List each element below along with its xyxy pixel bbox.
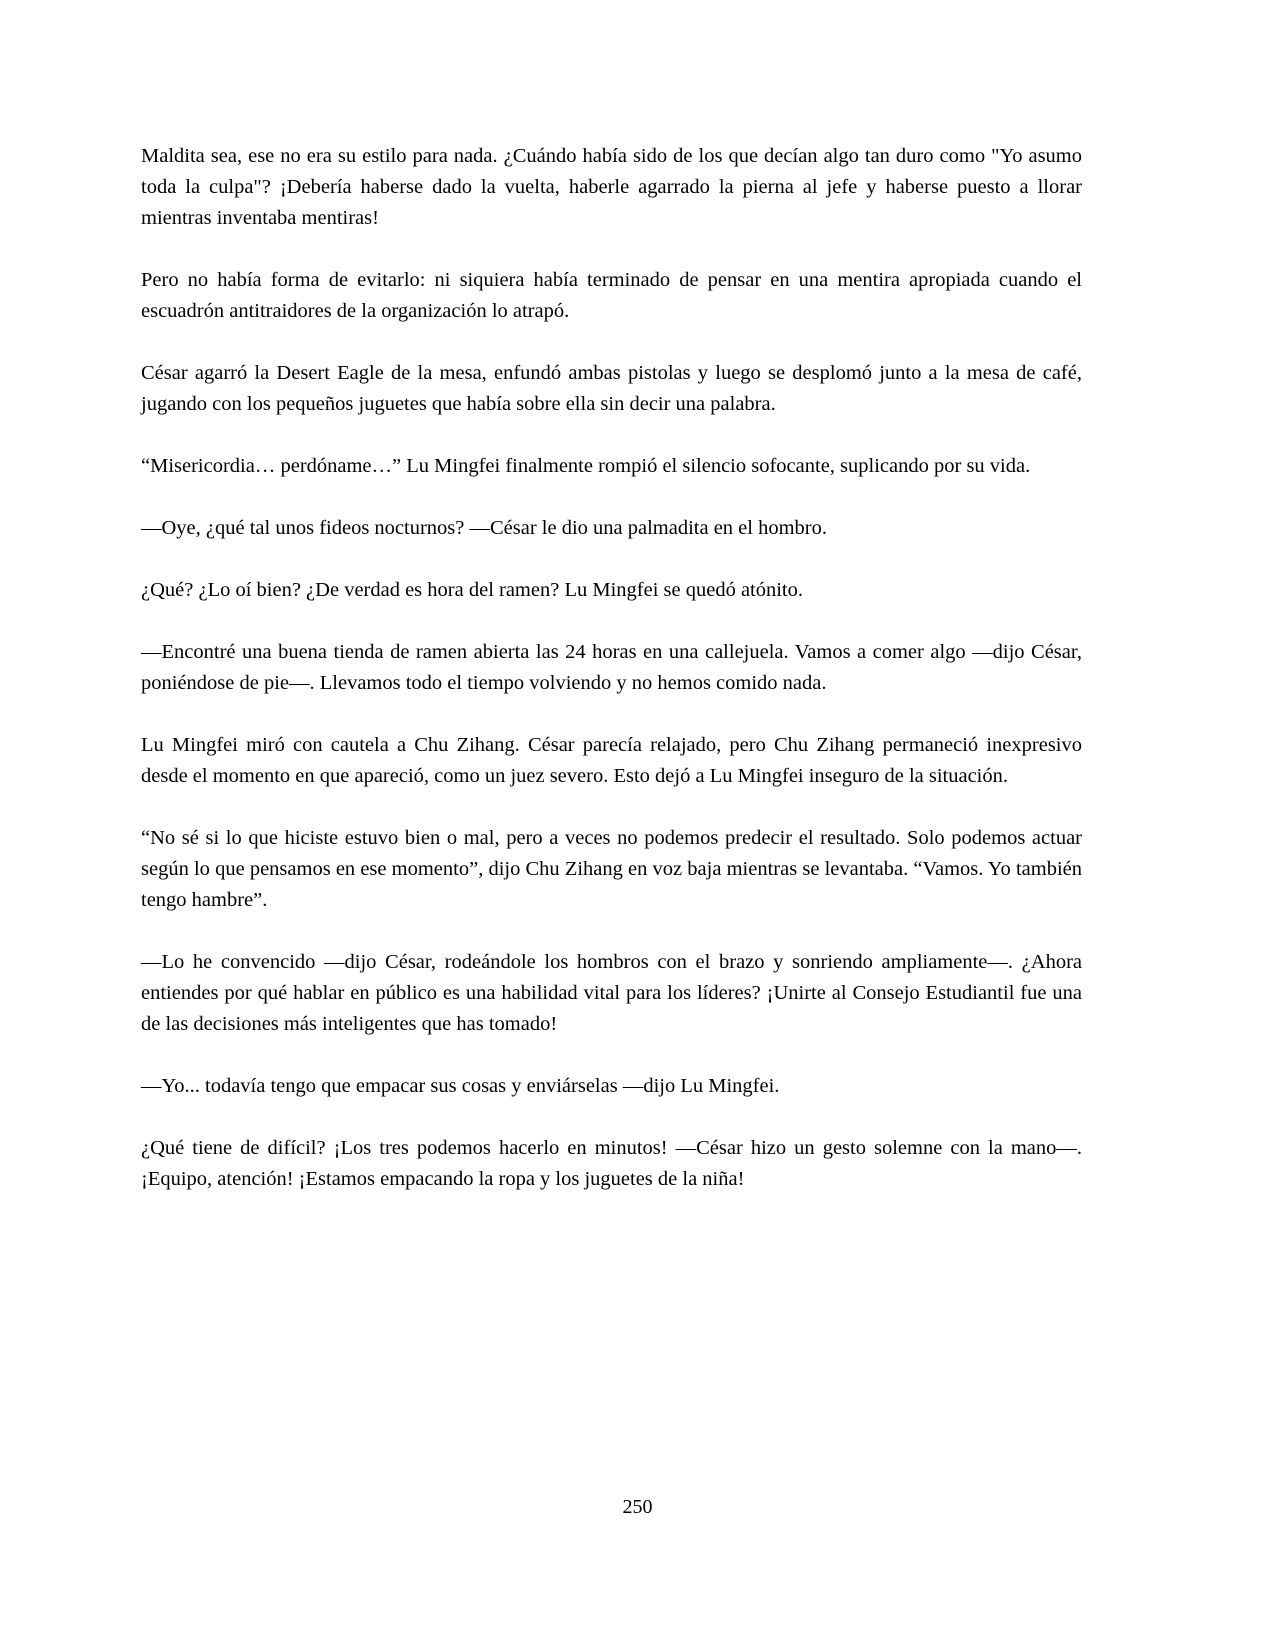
paragraph: “Misericordia… perdóname…” Lu Mingfei finalmente rompió el silencio sofocante, suplicando por su vida.: [141, 455, 1031, 477]
page-number: 250: [622, 1496, 653, 1518]
paragraph: —Yo... todavía tengo que empacar sus cosas y enviárselas —dijo Lu Mingfei.: [141, 1075, 780, 1097]
paragraph: —Lo he convencido —dijo César, rodeándole los hombros con el brazo y sonriendo ampliamente—. ¿Ahora entiendes por qué hablar en público es una habilidad vital para los líderes? ¡Unirte al Consejo Estudiantil fue una de las decisiones más inteligentes que has tomado!: [141, 951, 1082, 1035]
paragraph: ¿Qué? ¿Lo oí bien? ¿De verdad es hora del ramen? Lu Mingfei se quedó atónito.: [141, 579, 804, 601]
paragraph: —Encontré una buena tienda de ramen abierta las 24 horas en una callejuela. Vamos a comer algo —dijo César, poniéndose de pie—. Llevamos todo el tiempo volviendo y no hemos comido nada.: [141, 641, 1082, 694]
paragraph: —Oye, ¿qué tal unos fideos nocturnos? —César le dio una palmadita en el hombro.: [141, 517, 827, 539]
paragraph: “No sé si lo que hiciste estuvo bien o mal, pero a veces no podemos predecir el resultado. Solo podemos actuar según lo que pensamos en ese momento”, dijo Chu Zihang en voz baja mientras se levantaba. “Vamos. Yo también tengo hambre”.: [141, 827, 1082, 911]
paragraph: Lu Mingfei miró con cautela a Chu Zihang. César parecía relajado, pero Chu Zihang permaneció inexpresivo desde el momento en que apareció, como un juez severo. Esto dejó a Lu Mingfei inseguro de la situación.: [141, 734, 1082, 787]
paragraph: Pero no había forma de evitarlo: ni siquiera había terminado de pensar en una mentira apropiada cuando el escuadrón antitraidores de la organización lo atrapó.: [141, 269, 1082, 322]
page-content: [141, 141, 1082, 1195]
paragraph: César agarró la Desert Eagle de la mesa, enfundó ambas pistolas y luego se desplomó junto a la mesa de café, jugando con los pequeños juguetes que había sobre ella sin decir una palabra.: [141, 362, 1082, 415]
paragraph: ¿Qué tiene de difícil? ¡Los tres podemos hacerlo en minutos! —César hizo un gesto solemne con la mano—. ¡Equipo, atención! ¡Estamos empacando la ropa y los juguetes de la niña!: [141, 1137, 1082, 1190]
paragraph: Maldita sea, ese no era su estilo para nada. ¿Cuándo había sido de los que decían algo tan duro como "Yo asumo toda la culpa"? ¡Debería haberse dado la vuelta, haberle agarrado la pierna al jefe y haberse puesto a llorar mientras inventaba mentiras!: [141, 145, 1082, 229]
